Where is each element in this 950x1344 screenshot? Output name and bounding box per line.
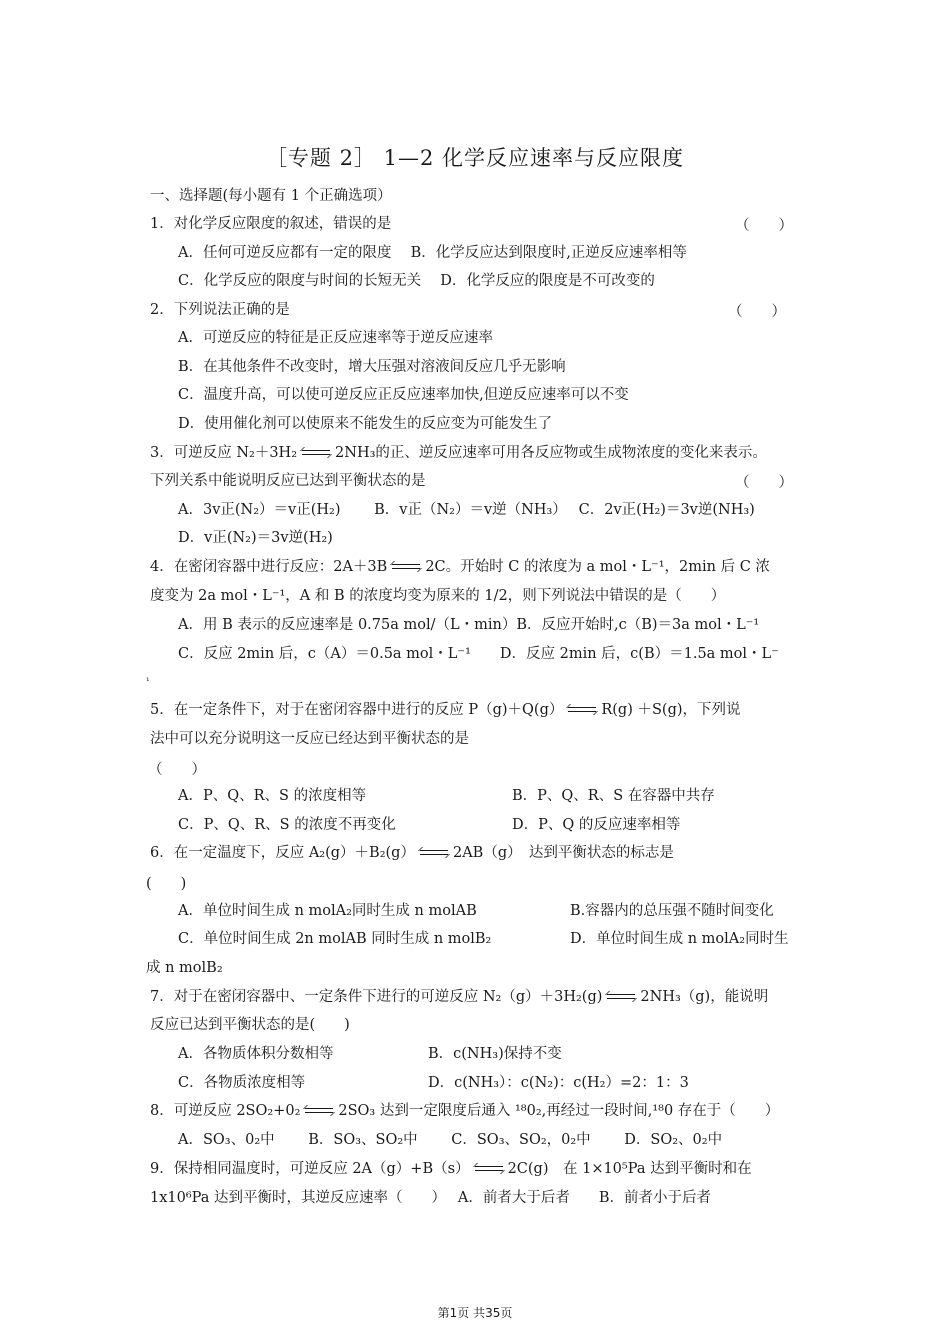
question-2-option-d: D．使用催化剂可以使原来不能发生的反应变为可能发生了 [178,416,553,432]
question-3-options-abc: A．3v正(N₂）＝v正(H₂) B．v正（N₂）＝v逆（NH₃） C．2v正(H₂)＝3v逆(NH₃) [178,502,755,518]
question-5-text-start: 5．在一定条件下，对于在密闭容器中进行的反应 P（g)＋Q(g） [150,702,564,718]
equilibrium-arrow-icon [603,992,639,1002]
question-5-option-c: C．P、Q、R、S 的浓度不再变化 [178,817,396,833]
question-6-option-c: C．单位时间生成 2n molAB 同时生成 n molB₂ [178,931,492,947]
question-6-overflow: 成 n molB₂ [146,960,223,976]
question-2-option-b: B．在其他条件不改变时，增大压强对溶液间反应几乎无影响 [178,359,566,375]
question-7 [150,987,768,1007]
question-6-text-start: 6．在一定温度下，反应 A₂(g）＋B₂(g） [150,845,415,861]
question-9 [150,1159,752,1179]
answer-blank-3[interactable]: （ ） [735,475,793,491]
question-6-option-d: D．单位时间生成 n molA₂同时生 [570,931,789,947]
question-6-option-a: A．单位时间生成 n molA₂同时生成 n molAB [178,903,477,919]
question-3-text-start: 3．可逆反应 N₂＋3H₂ [150,445,298,461]
question-7-option-a: A．各物质体积分数相等 [178,1046,334,1062]
question-5-option-a: A．P、Q、R、S 的浓度相等 [178,788,367,804]
equilibrium-arrow-icon [564,705,600,715]
equilibrium-arrow-icon [471,1164,507,1174]
question-7-text-start: 7．对于在密闭容器中、一定条件下进行的可逆反应 N₂（g）＋3H₂(g) [150,989,603,1005]
question-7-line-2: 反应已达到平衡状态的是( ) [150,1017,350,1033]
question-1: 1．对化学反应限度的叙述，错误的是 [150,216,392,232]
answer-blank-6[interactable]: ( ) [146,876,187,892]
question-4-text-end: 2C。开始时 C 的浓度为 a mol・L⁻¹，2min 后 C 浓 [425,559,770,575]
question-5-option-b: B．P、Q、R、S 在容器中共存 [512,788,715,804]
equilibrium-arrow-icon [301,1106,337,1116]
equilibrium-arrow-icon [416,848,452,858]
answer-blank-1[interactable]: （ ） [735,218,793,234]
question-2-option-c: C．温度升高，可以使可逆反应正反应速率加快,但逆反应速率可以不变 [178,387,629,403]
question-8-text-start: 8．可逆反应 2SO₂+0₂ [150,1103,301,1119]
question-3-text-end: 2NH₃的正、逆反应速率可用各反应物或生成物浓度的变化来表示。 [335,445,767,461]
question-1-options-ab: A．任何可逆反应都有一定的限度 B．化学反应达到限度时,正逆反应速率相等 [178,245,687,261]
question-3-line-2: 下列关系中能说明反应已达到平衡状态的是 [150,473,426,489]
equilibrium-arrow-icon [388,562,424,572]
equilibrium-arrow-icon [298,448,334,458]
section-heading: 一、选择题(每小题有 1 个正确选项） [150,188,392,204]
question-2-option-a: A．可逆反应的特征是正反应速率等于逆反应速率 [178,330,493,346]
question-4-options-ab: A．用 B 表示的反应速率是 0.75a mol/（L・min）B．反应开始时,c（B)＝3a mol・L⁻¹ [178,617,760,633]
question-6-text-end: 2AB（g） 达到平衡状态的标志是 [452,845,674,861]
question-1-options-cd: C．化学反应的限度与时间的长短无关 D．化学反应的限度是不可改变的 [178,273,655,289]
question-5-text-end: R(g) ＋S(g)，下列说 [601,702,741,718]
question-5-line-2: 法中可以充分说明这一反应已经达到平衡状态的是 [150,731,469,747]
question-4 [150,557,770,577]
question-4-options-cd: C．反应 2min 后，c（A）＝0.5a mol・L⁻¹ D．反应 2min 后，c(B）＝1.5a mol・L⁻ [178,646,779,662]
question-7-option-c: C．各物质浓度相等 [178,1075,306,1091]
question-4-text-start: 4．在密闭容器中进行反应：2A＋3B [150,559,388,575]
question-9-text-end: 2C(g) 在 1×10⁵Pa 达到平衡时和在 [507,1161,752,1177]
question-6 [150,843,674,863]
question-8 [150,1101,779,1121]
question-4-line-2: 度变为 2a mol・L⁻¹，A 和 B 的浓度均变为原来的 1/2，则下列说法中错误的是（ ） [150,588,726,604]
question-2: 2．下列说法正确的是 [150,302,290,318]
question-8-options: A．SO₃、0₂中 B．SO₃、SO₂中 C．SO₃、SO₂，0₂中 D．SO₂、0₂中 [178,1132,723,1148]
question-3-option-d: D．v正(N₂)＝3v逆(H₂) [178,530,333,546]
page-title: ［专题 2］ 1—2 化学反应速率与反应限度 [265,146,685,170]
question-3 [150,443,767,463]
question-9-line-2: 1x10⁶Pa 达到平衡时，其逆反应速率（ ） A．前者大于后者 B．前者小于后者 [150,1190,712,1206]
answer-blank-2[interactable]: （ ） [728,304,786,320]
question-7-option-b: B．c(NH₃)保持不变 [428,1046,562,1062]
question-9-text-start: 9．保持相同温度时，可逆反应 2A（g）+B（s） [150,1161,470,1177]
question-5 [150,700,741,720]
question-8-text-end: 2SO₃ 达到一定限度后通入 ¹⁸0₂,再经过一段时间,¹⁸0 存在于（ ） [338,1103,780,1119]
question-7-option-d: D．c(NH₃）：c(N₂)：c(H₂）=2：1：3 [428,1075,689,1091]
question-5-option-d: D．P、Q 的反应速率相等 [512,817,681,833]
answer-blank-5[interactable]: （ ） [148,762,206,778]
question-6-option-b: B.容器内的总压强不随时间变化 [570,903,774,919]
page-footer: 第1页 共35页 [437,1306,513,1320]
question-7-text-end: 2NH₃（g)，能说明 [640,989,769,1005]
question-4-overflow: ¹ [146,677,150,687]
